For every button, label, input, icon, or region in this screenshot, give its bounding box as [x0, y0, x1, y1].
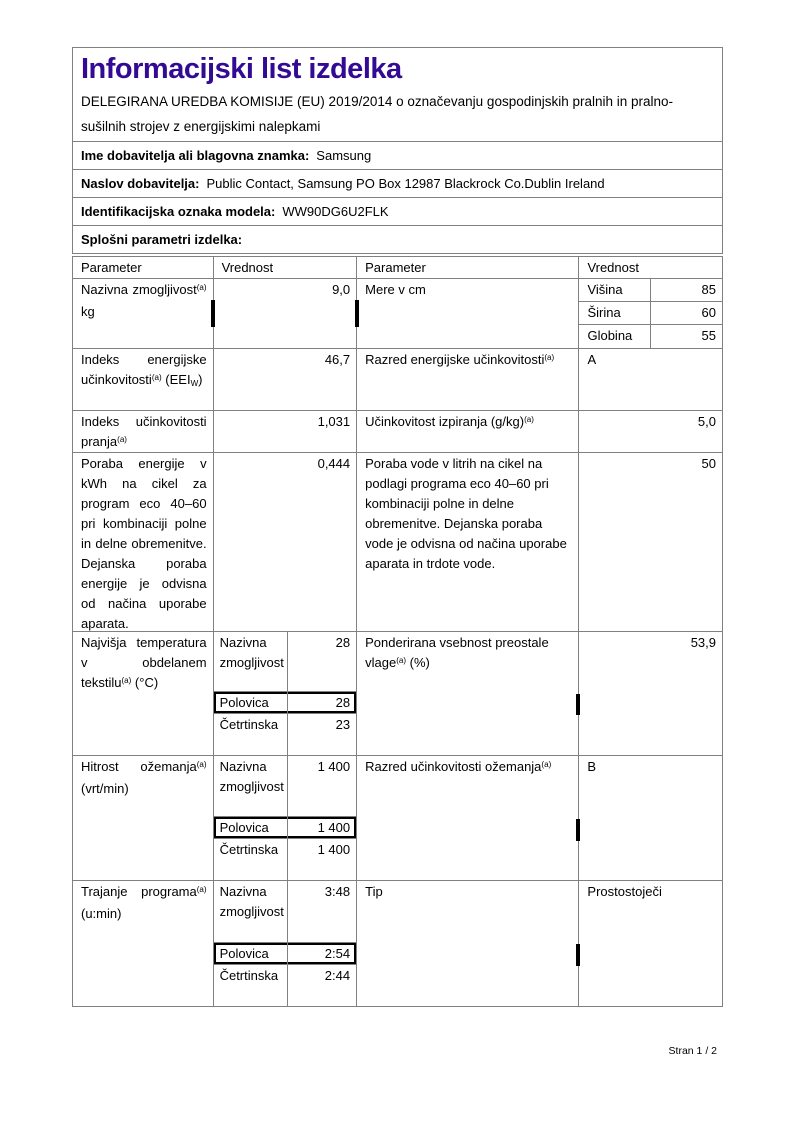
- section-title: Splošni parametri izdelka:: [81, 232, 243, 247]
- dim-label: Višina: [579, 279, 651, 301]
- header-box: [72, 47, 723, 142]
- value-cell: 53,9: [579, 632, 722, 756]
- supplier-value: Samsung: [316, 148, 372, 163]
- dim-value: 55: [701, 328, 716, 343]
- load-subtable: [214, 632, 358, 756]
- dim-row-height: [579, 279, 722, 302]
- sub-value: 1 400: [317, 759, 351, 774]
- sub-label: Četrtinska: [214, 714, 288, 755]
- sub-row-rated: [214, 756, 357, 817]
- sub-row-half: [214, 692, 357, 714]
- border-artifact: [576, 819, 580, 841]
- supplier-label: Ime dobavitelja ali blagovna znamka:: [81, 148, 310, 163]
- sub-label: Polovica: [214, 943, 288, 964]
- sub-value: 1 400: [317, 842, 351, 858]
- param-cell: Razred energijske učinkovitosti$^{(a)}$: [357, 349, 579, 411]
- border-artifact: [576, 694, 580, 715]
- value-cell: 50: [579, 453, 722, 632]
- load-subtable: [214, 756, 358, 881]
- sub-value: 2:44: [324, 968, 351, 983]
- sub-row-quarter: [214, 965, 357, 1006]
- dim-label: Širina: [579, 302, 651, 324]
- sub-value: 3:48: [324, 884, 351, 899]
- dim-value: 85: [701, 282, 716, 297]
- param-cell: Trajanje programa$^{(a)}$ (u:min): [73, 881, 214, 1006]
- value-cell: B: [579, 756, 722, 881]
- param-cell: Nazivna zmogljivost$^{(a)}$ kg: [73, 279, 214, 349]
- param-cell: Razred učinkovitosti ožemanja$^{(a)}$: [357, 756, 579, 881]
- sub-value: 28: [335, 635, 351, 650]
- table-row-eei: [73, 349, 722, 411]
- sub-label: Nazivna zmogljivost: [214, 632, 288, 691]
- sub-label: Nazivna zmogljivost: [214, 756, 288, 816]
- sub-row-quarter: [214, 839, 357, 880]
- param-cell: Indeks učinkovitosti pranja$^{(a)}$: [73, 411, 214, 453]
- document-content: [72, 47, 723, 1007]
- param-cell: Ponderirana vsebnost preostale vlage$^{(a)}$ (%): [357, 632, 579, 756]
- model-row: [72, 197, 723, 226]
- table-row-temperature: [73, 632, 722, 756]
- param-cell: Poraba vode v litrih na cikel na podlagi programa eco 40–60 pri kombinaciji polne in delne obremenitve. Dejanska poraba vode je odvisna od načina uporabe aparata in trdote vode.: [357, 453, 579, 632]
- sub-row-quarter: [214, 714, 357, 755]
- value-cell: 5,0: [579, 411, 722, 453]
- value-cell: 0,444: [214, 453, 358, 632]
- sub-label: Polovica: [214, 817, 288, 838]
- column-header-value-right: Vrednost: [579, 257, 722, 279]
- border-artifact: [576, 944, 580, 966]
- column-header-parameter-left: Parameter: [73, 257, 214, 279]
- column-header-value-left: Vrednost: [214, 257, 358, 279]
- sub-label: Nazivna zmogljivost: [214, 881, 288, 942]
- param-cell: Hitrost ožemanja$^{(a)}$ (vrt/min): [73, 756, 214, 881]
- param-cell: Najvišja temperatura v obdelanem tekstilu$^{(a)}$ (°C): [73, 632, 214, 756]
- table-row-duration: [73, 881, 722, 1006]
- column-header-parameter-right: Parameter: [357, 257, 579, 279]
- dim-value: 60: [701, 305, 716, 320]
- value-cell: A: [579, 349, 722, 411]
- dim-label: Globina: [579, 325, 651, 348]
- param-cell: Poraba energije v kWh na cikel za program eco 40–60 pri kombinaciji polne in delne obremenitve. Dejanska poraba energije je odvisna od načina uporabe aparata.: [73, 453, 214, 632]
- address-label: Naslov dobavitelja:: [81, 176, 200, 191]
- table-row-washing-index: [73, 411, 722, 453]
- table-row-spin: [73, 756, 722, 881]
- sub-label: Četrtinska: [214, 839, 288, 880]
- value-cell: 1,031: [214, 411, 358, 453]
- page-title: Informacijski list izdelka: [81, 53, 402, 85]
- sub-value: 2:54: [324, 946, 351, 961]
- section-header-row: [72, 225, 723, 254]
- border-artifact: [211, 300, 215, 327]
- model-value: WW90DG6U2FLK: [282, 204, 389, 219]
- border-artifact: [355, 300, 359, 327]
- supplier-row: [72, 141, 723, 170]
- sub-value: 23: [335, 717, 351, 733]
- address-value: Public Contact, Samsung PO Box 12987 Blackrock Co.Dublin Ireland: [206, 176, 605, 191]
- load-subtable: [214, 881, 358, 1006]
- parameters-table: [72, 256, 723, 1007]
- table-header-row: [73, 257, 722, 279]
- sub-row-half: [214, 943, 357, 965]
- value-cell: Prostostoječi: [587, 884, 662, 899]
- param-cell: Tip: [357, 881, 579, 1006]
- param-cell: Mere v cm: [357, 279, 579, 349]
- sub-row-rated: [214, 881, 357, 943]
- sub-value: 28: [335, 695, 351, 711]
- address-row: [72, 169, 723, 198]
- value-cell: 9,0: [214, 279, 358, 349]
- model-label: Identifikacijska oznaka modela:: [81, 204, 276, 219]
- page-number: Stran 1 / 2: [668, 1045, 717, 1057]
- dim-row-depth: [579, 325, 722, 348]
- sub-value: 1 400: [317, 820, 351, 836]
- regulation-text: DELEGIRANA UREDBA KOMISIJE (EU) 2019/2014 o označevanju gospodinjskih pralnih in pralno-sušilnih strojev z energijskimi nalepkami: [81, 94, 674, 134]
- param-cell: Indeks energijske učinkovitosti$^{(a)}$ $(EEI_W)$: [73, 349, 214, 411]
- sub-label: Polovica: [214, 692, 288, 713]
- dimensions-subtable: [579, 279, 722, 349]
- table-row-consumption: [73, 453, 722, 632]
- value-cell: 46,7: [214, 349, 358, 411]
- sub-row-half: [214, 817, 357, 839]
- table-row-capacity: [73, 279, 722, 349]
- param-cell: Učinkovitost izpiranja $(g/kg)^{(a)}$: [357, 411, 579, 453]
- dim-row-width: [579, 302, 722, 325]
- sub-label: Četrtinska: [214, 965, 288, 1006]
- sub-row-rated: [214, 632, 357, 692]
